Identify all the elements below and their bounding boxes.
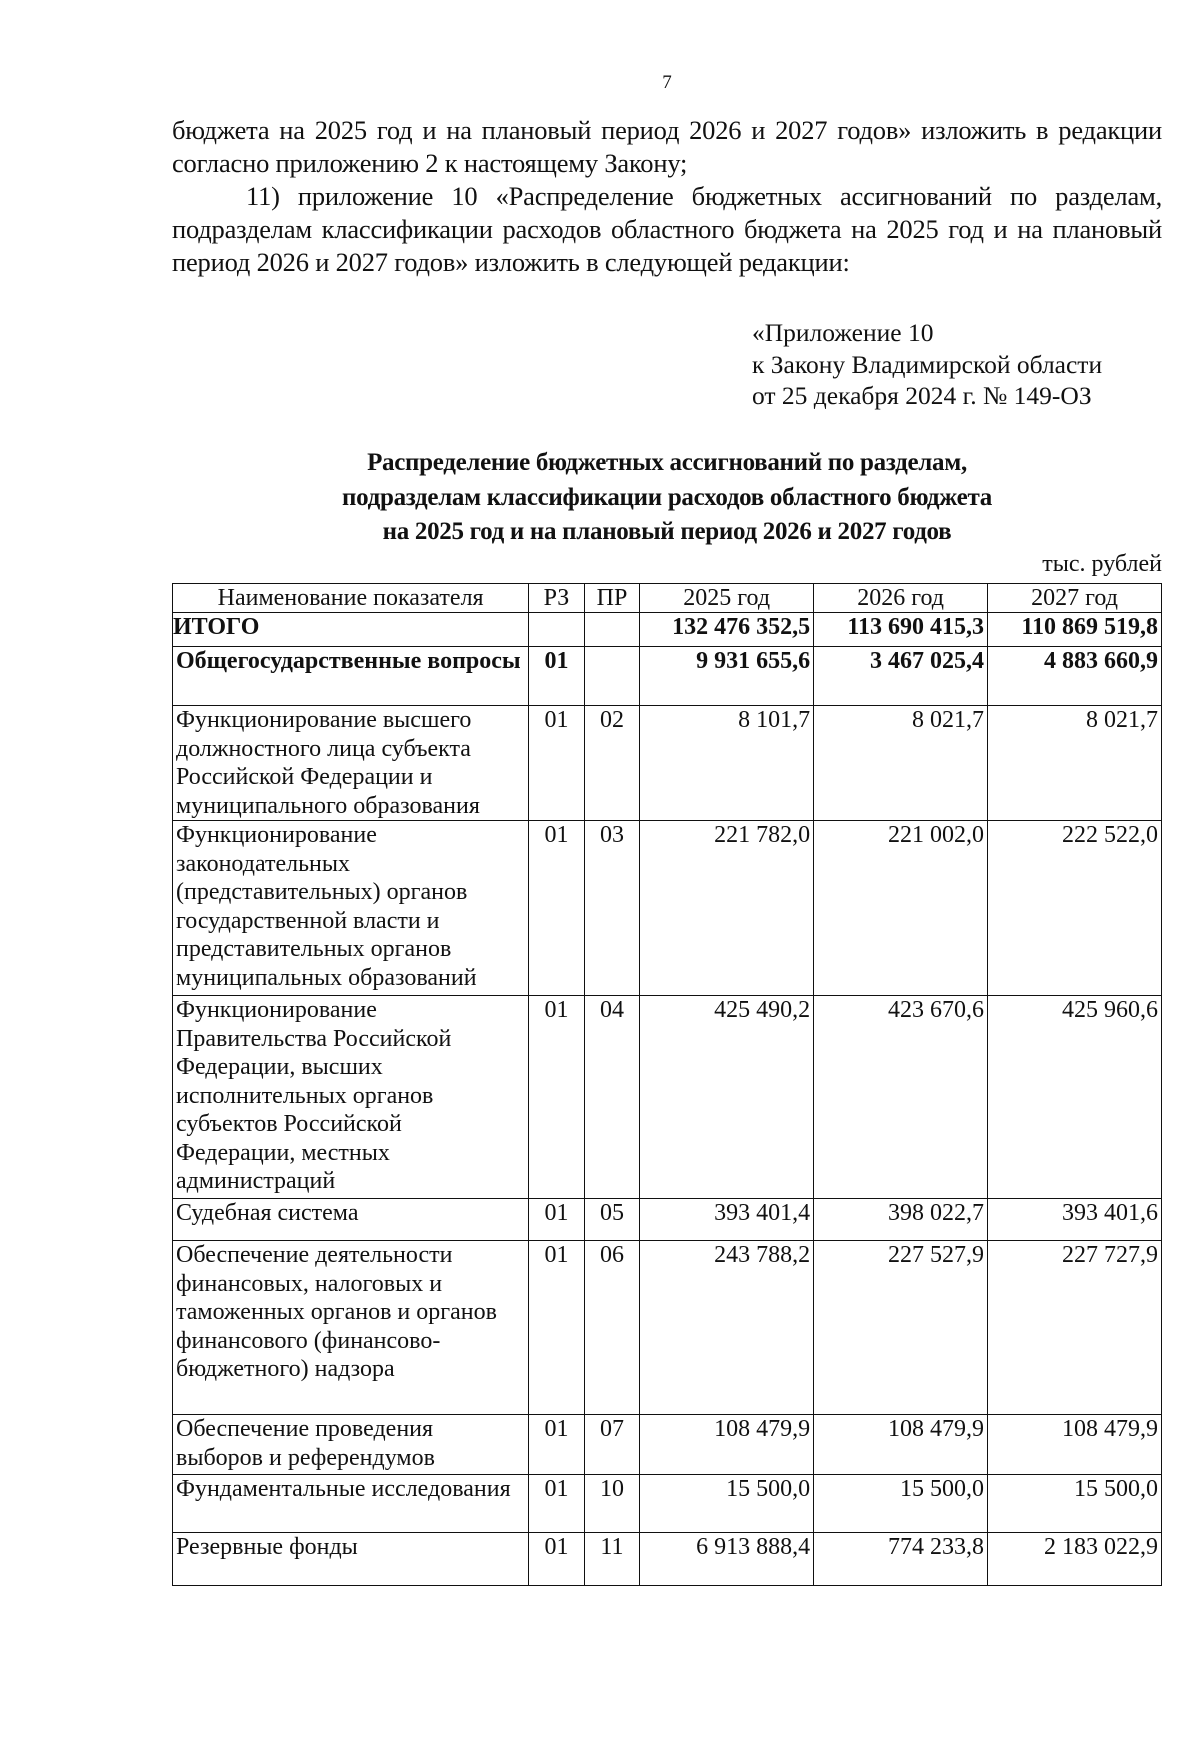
row-name: Резервные фонды (173, 1533, 529, 1586)
header-pr: ПР (584, 584, 640, 613)
table-row (173, 1199, 1162, 1241)
appendix-line-3: от 25 декабря 2024 г. № 149-ОЗ (752, 381, 1092, 410)
row-pr: 02 (584, 706, 640, 821)
row-rz (529, 613, 585, 647)
row-rz: 01 (529, 1199, 585, 1241)
row-pr: 04 (584, 996, 640, 1199)
appendix-line-1: «Приложение 10 (752, 318, 934, 347)
row-2025: 393 401,4 (640, 1199, 814, 1241)
row-rz: 01 (529, 1415, 585, 1475)
row-2026: 8 021,7 (814, 706, 988, 821)
paragraph-item-11: 11) приложение 10 «Распределение бюджетных ассигнований по разделам, подразделам классификации расходов областного бюджета на 2025 год и на плановый период 2026 и 2027 годов» изложить в следующей редакции: (172, 181, 1162, 277)
table-row (173, 1533, 1162, 1586)
units-label: тыс. рублей (1042, 551, 1162, 577)
row-2027: 425 960,6 (988, 996, 1162, 1199)
page-number: 7 (662, 72, 672, 93)
row-2027: 222 522,0 (988, 821, 1162, 996)
table-row (173, 1241, 1162, 1415)
row-2025: 8 101,7 (640, 706, 814, 821)
row-rz: 01 (529, 821, 585, 996)
row-name: Функционирование высшего должностного лица субъекта Российской Федерации и муниципального образования (173, 706, 529, 821)
row-2027: 110 869 519,8 (988, 613, 1162, 647)
row-pr (584, 647, 640, 706)
table-row (173, 996, 1162, 1199)
header-2027: 2027 год (988, 584, 1162, 613)
row-pr: 10 (584, 1475, 640, 1533)
row-2027: 227 727,9 (988, 1241, 1162, 1415)
row-name: Обеспечение деятельности финансовых, налоговых и таможенных органов и органов финансового (финансово-бюджетного) надзора (173, 1241, 529, 1415)
row-2025: 221 782,0 (640, 821, 814, 996)
row-2026: 15 500,0 (814, 1475, 988, 1533)
row-name: Общегосударственные вопросы (173, 647, 529, 706)
row-rz: 01 (529, 1241, 585, 1415)
table-row (173, 1415, 1162, 1475)
row-2027: 108 479,9 (988, 1415, 1162, 1475)
row-name: ИТОГО (173, 613, 529, 647)
table-row-total (173, 613, 1162, 647)
row-2027: 15 500,0 (988, 1475, 1162, 1533)
row-2027: 8 021,7 (988, 706, 1162, 821)
row-2027: 2 183 022,9 (988, 1533, 1162, 1586)
table-row-section (173, 647, 1162, 706)
appendix-line-2: к Закону Владимирской области (752, 349, 1103, 379)
body-text (172, 114, 1162, 279)
row-pr: 07 (584, 1415, 640, 1475)
row-2025: 132 476 352,5 (640, 613, 814, 647)
table-row (173, 1475, 1162, 1533)
row-pr: 06 (584, 1241, 640, 1415)
row-2026: 398 022,7 (814, 1199, 988, 1241)
appendix-reference (752, 317, 1102, 412)
row-2026: 221 002,0 (814, 821, 988, 996)
row-rz: 01 (529, 706, 585, 821)
row-2025: 15 500,0 (640, 1475, 814, 1533)
row-2026: 108 479,9 (814, 1415, 988, 1475)
row-name: Судебная система (173, 1199, 529, 1241)
row-name: Обеспечение проведения выборов и референдумов (173, 1415, 529, 1475)
row-2027: 393 401,6 (988, 1199, 1162, 1241)
row-pr: 11 (584, 1533, 640, 1586)
table-row (173, 706, 1162, 821)
row-2025: 9 931 655,6 (640, 647, 814, 706)
header-2025: 2025 год (640, 584, 814, 613)
row-2026: 3 467 025,4 (814, 647, 988, 706)
row-2025: 243 788,2 (640, 1241, 814, 1415)
title-line-3: на 2025 год и на плановый период 2026 и 2027 годов (382, 518, 952, 545)
row-2026: 774 233,8 (814, 1533, 988, 1586)
row-rz: 01 (529, 647, 585, 706)
paragraph-continuation: бюджета на 2025 год и на плановый период 2026 и 2027 годов» изложить в редакции согласно приложению 2 к настоящему Закону; (172, 115, 1162, 178)
header-2026: 2026 год (814, 584, 988, 613)
title-line-2: подразделам классификации расходов областного бюджета (342, 483, 992, 511)
row-pr: 05 (584, 1199, 640, 1241)
budget-table (172, 583, 1162, 1586)
row-name: Функционирование Правительства Российской Федерации, высших исполнительных органов субъектов Российской Федерации, местных администраций (173, 996, 529, 1199)
row-name: Фундаментальные исследования (173, 1475, 529, 1533)
row-2026: 113 690 415,3 (814, 613, 988, 647)
row-2026: 423 670,6 (814, 996, 988, 1199)
row-pr (584, 613, 640, 647)
row-2025: 425 490,2 (640, 996, 814, 1199)
row-2026: 227 527,9 (814, 1241, 988, 1415)
row-pr: 03 (584, 821, 640, 996)
table-header-row (173, 584, 1162, 613)
table-row (173, 821, 1162, 996)
row-rz: 01 (529, 1533, 585, 1586)
row-2027: 4 883 660,9 (988, 647, 1162, 706)
row-name: Функционирование законодательных (представительных) органов государственной власти и представительных органов муниципальных образований (173, 821, 529, 996)
row-rz: 01 (529, 1475, 585, 1533)
header-rz: РЗ (529, 584, 585, 613)
header-name: Наименование показателя (173, 584, 529, 613)
title-line-1: Распределение бюджетных ассигнований по разделам, (367, 449, 967, 476)
row-2025: 108 479,9 (640, 1415, 814, 1475)
document-title (172, 446, 1162, 550)
row-2025: 6 913 888,4 (640, 1533, 814, 1586)
row-rz: 01 (529, 996, 585, 1199)
